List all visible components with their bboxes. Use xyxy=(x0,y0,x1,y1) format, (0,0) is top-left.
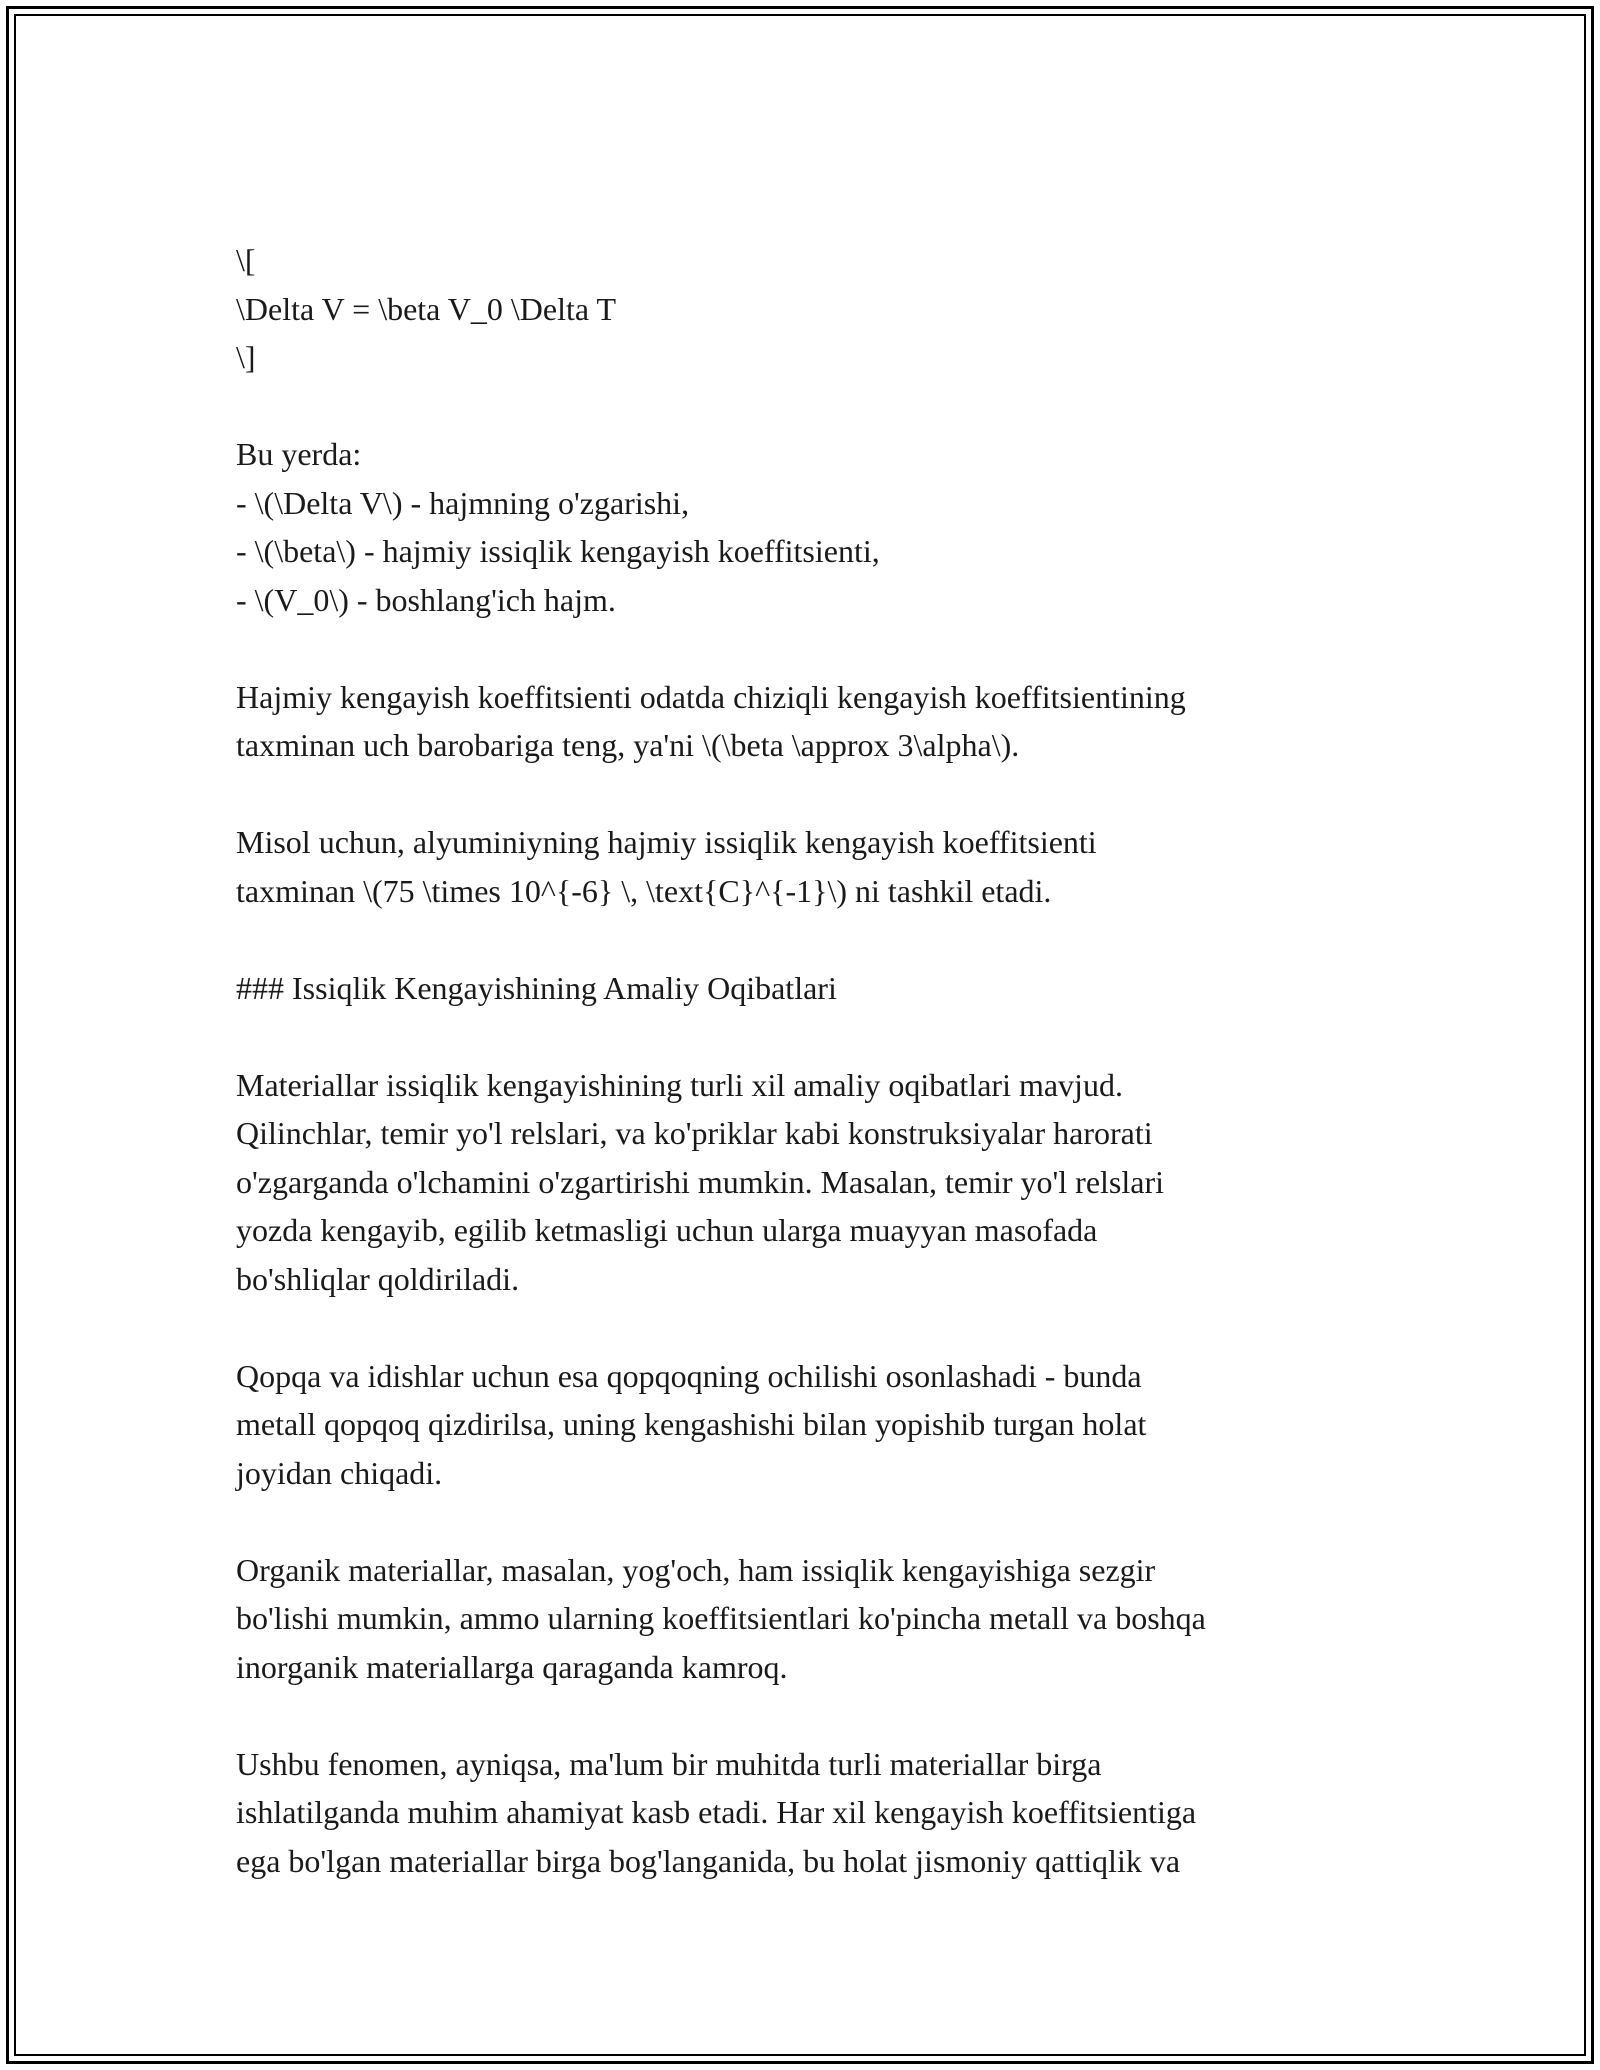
equation-body: \Delta V = \beta V_0 \Delta T xyxy=(236,290,617,327)
paragraph-line: bo'lishi mumkin, ammo ularning koeffitsientlari ko'pincha metall va boshqa xyxy=(236,1600,1206,1636)
paragraph-line: Qopqa va idishlar uchun esa qopqoqning ochilishi osonlashadi - bunda xyxy=(236,1357,1142,1394)
paragraph-line: ishlatilganda muhim ahamiyat kasb etadi. Har xil kengayish koeffitsientiga xyxy=(236,1794,1197,1830)
paragraph-organic xyxy=(236,1546,1376,1692)
paragraph-consequences xyxy=(236,1061,1376,1304)
paragraph-line: taxminan \(75 \times 10^{-6} \, \text{C}^{-1}\) ni tashkil etadi. xyxy=(236,872,1052,909)
paragraph-line: yozda kengayib, egilib ketmasligi uchun ularga muayyan masofada xyxy=(236,1212,1098,1248)
paragraph-line: bo'shliqlar qoldiriladi. xyxy=(236,1260,520,1297)
paragraph-gap xyxy=(236,1303,1376,1352)
where-item: - \(V_0\) - boshlang'ich hajm. xyxy=(236,581,616,618)
paragraph-line: joyidan chiqadi. xyxy=(236,1454,443,1491)
paragraph-line: Ushbu fenomen, ayniqsa, ma'lum bir muhitda turli materiallar birga xyxy=(236,1745,1102,1782)
paragraph-line: Hajmiy kengayish koeffitsienti odatda chiziqli kengayish koeffitsientining xyxy=(236,678,1186,715)
paragraph-line: metall qopqoq qizdirilsa, uning kengashishi bilan yopishib turgan holat xyxy=(236,1406,1147,1442)
paragraph-line: ega bo'lgan materiallar birga bog'langanida, bu holat jismoniy qattiqlik va xyxy=(236,1842,1181,1879)
paragraph-gap xyxy=(236,915,1376,964)
paragraph-line: o'zgarganda o'lchamini o'zgartirishi mumkin. Masalan, temir yo'l relslari xyxy=(236,1163,1164,1200)
heading-text: ### Issiqlik Kengayishining Amaliy Oqibatlari xyxy=(236,969,837,1006)
where-block xyxy=(236,430,1376,624)
paragraph-line: Misol uchun, alyuminiyning hajmiy issiqlik kengayish koeffitsienti xyxy=(236,824,1097,860)
equation-block xyxy=(236,236,1376,382)
paragraph-ratio xyxy=(236,673,1376,770)
where-intro: Bu yerda: xyxy=(236,436,362,472)
paragraph-example xyxy=(236,818,1376,915)
paragraph-line: taxminan uch barobariga teng, ya'ni \(\beta \approx 3\alpha\). xyxy=(236,727,1020,763)
paragraph-gap xyxy=(236,624,1376,673)
paragraph-gap xyxy=(236,1497,1376,1546)
paragraph-gap xyxy=(236,1691,1376,1740)
paragraph-line: Materiallar issiqlik kengayishining turli xil amaliy oqibatlari mavjud. xyxy=(236,1066,1123,1103)
equation-close: \] xyxy=(236,339,256,375)
paragraph-lids xyxy=(236,1352,1376,1498)
paragraph-gap xyxy=(236,382,1376,431)
paragraph-gap xyxy=(236,1012,1376,1061)
paragraph-gap xyxy=(236,770,1376,819)
equation-open: \[ xyxy=(236,242,256,278)
paragraph-line: inorganik materiallarga qaraganda kamroq. xyxy=(236,1648,788,1685)
document-body xyxy=(236,236,1376,1885)
where-item: - \(\Delta V\) - hajmning o'zgarishi, xyxy=(236,484,690,521)
where-item: - \(\beta\) - hajmiy issiqlik kengayish koeffitsienti, xyxy=(236,533,880,569)
paragraph-phenomenon xyxy=(236,1740,1376,1886)
paragraph-line: Organik materiallar, masalan, yog'och, ham issiqlik kengayishiga sezgir xyxy=(236,1551,1156,1588)
section-heading xyxy=(236,964,1376,1013)
paragraph-line: Qilinchlar, temir yo'l relslari, va ko'priklar kabi konstruksiyalar harorati xyxy=(236,1115,1153,1151)
